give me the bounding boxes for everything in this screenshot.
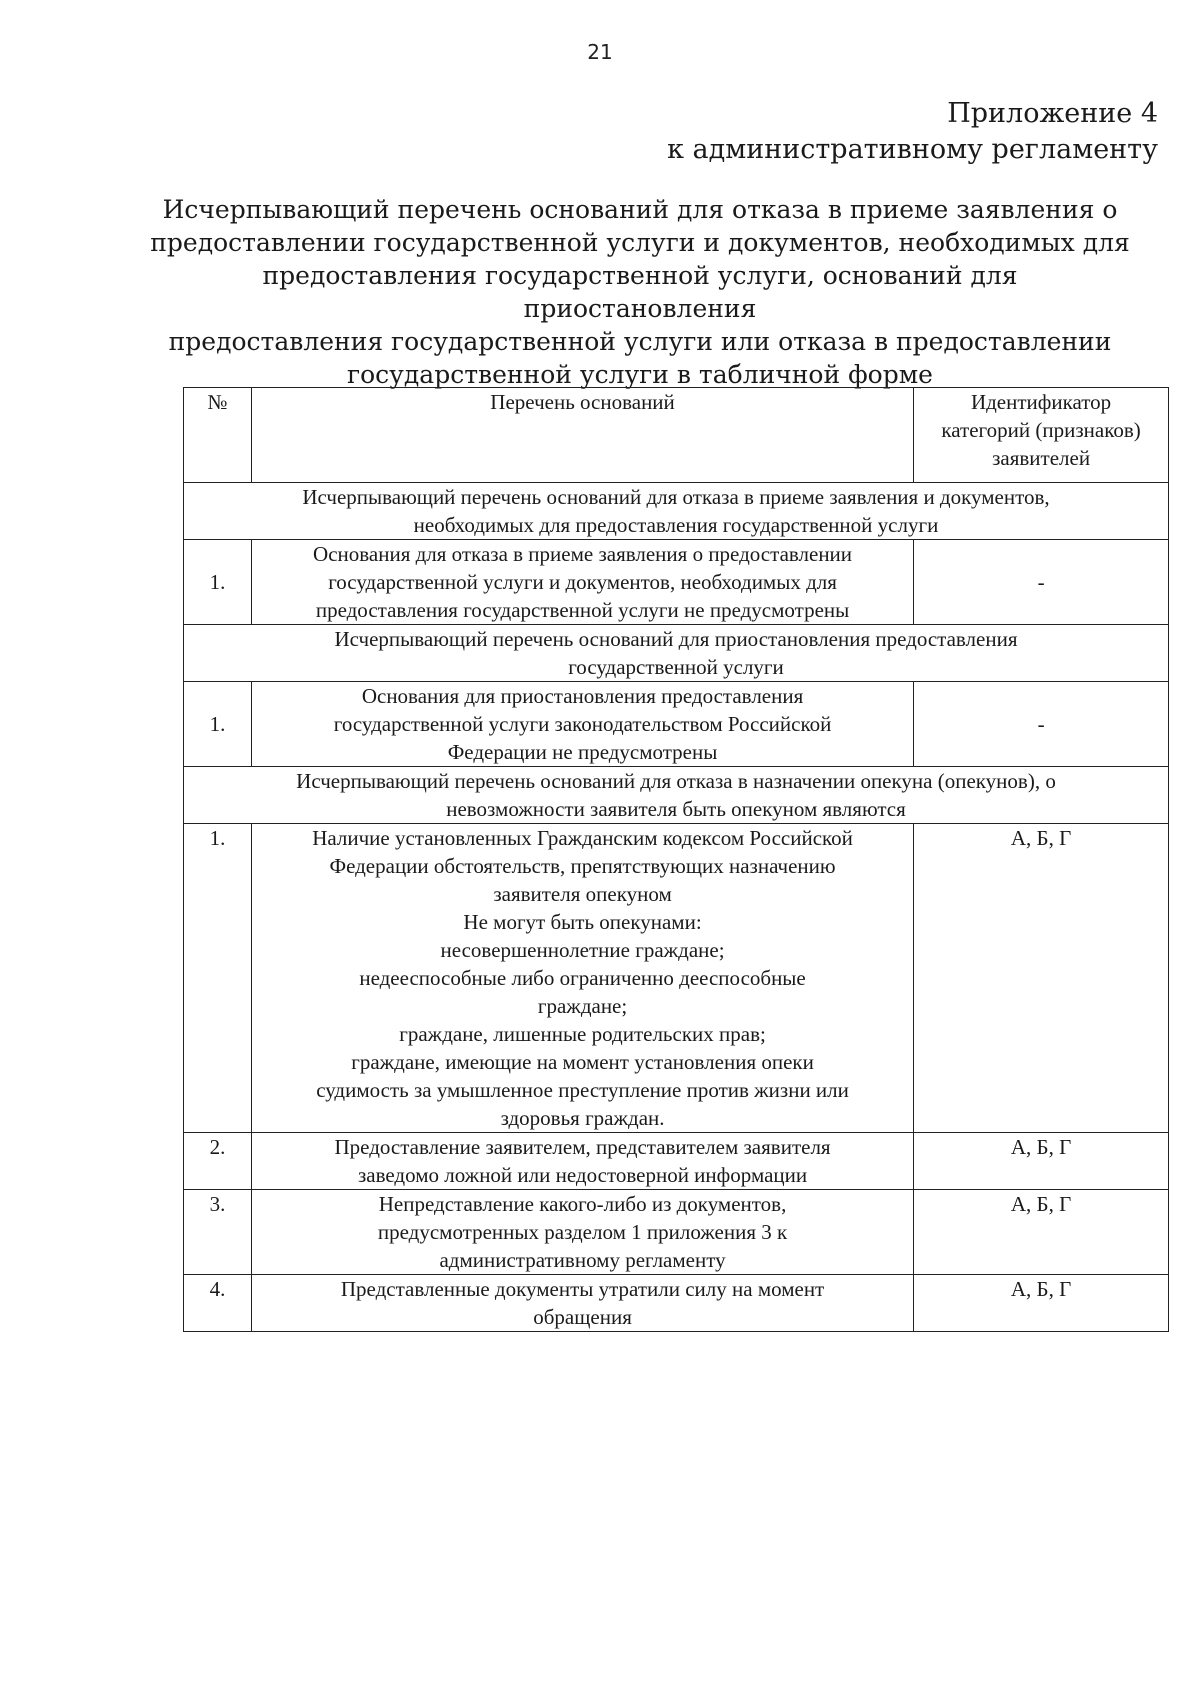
table-row <box>184 540 1169 625</box>
row-identifier: А, Б, Г <box>914 1275 1169 1332</box>
row-text <box>251 824 913 1133</box>
row-text-line: заявителя опекуном <box>493 882 672 906</box>
row-num: 1. <box>184 682 252 767</box>
row-text-line: недееспособные либо ограниченно дееспособные <box>359 966 806 990</box>
row-text-line: граждане, имеющие на момент установления опеки <box>351 1050 814 1074</box>
grounds-table <box>183 387 1169 1332</box>
row-text-line: Наличие установленных Гражданским кодексом Российской <box>312 826 853 850</box>
row-text-line: граждане, лишенные родительских прав; <box>399 1022 766 1046</box>
row-text <box>251 682 913 767</box>
row-text-line: Не могут быть опекунами: <box>463 910 702 934</box>
section-title-row <box>184 483 1169 540</box>
row-num: 2. <box>184 1133 252 1190</box>
row-text-line: судимость за умышленное преступление против жизни или <box>316 1078 849 1102</box>
section-title <box>184 483 1169 540</box>
title-line: Исчерпывающий перечень оснований для отказа в приеме заявления о <box>162 195 1118 224</box>
header-identifier-line: категорий (признаков) <box>941 418 1141 442</box>
row-text <box>251 1190 913 1275</box>
row-text-line: государственной услуги законодательством Российской <box>333 712 832 736</box>
row-identifier: - <box>914 682 1169 767</box>
page-number: 21 <box>587 40 613 64</box>
section-title-line: невозможности заявителя быть опекуном являются <box>446 797 906 821</box>
row-text-line: Непредставление какого-либо из документов, <box>378 1192 787 1216</box>
row-num: 1. <box>184 540 252 625</box>
row-identifier: А, Б, Г <box>914 1190 1169 1275</box>
table-row <box>184 1275 1169 1332</box>
section-title-line: Исчерпывающий перечень оснований для приостановления предоставления <box>334 627 1018 651</box>
row-text-line: Основания для отказа в приеме заявления о предоставлении <box>313 542 853 566</box>
row-text-line: Основания для приостановления предоставления <box>361 684 804 708</box>
row-text-line: обращения <box>533 1305 632 1329</box>
row-text-line: Федерации обстоятельств, препятствующих назначению <box>329 854 836 878</box>
table-row <box>184 1133 1169 1190</box>
title-line: предоставления государственной услуги, оснований для приостановления <box>262 261 1018 323</box>
section-title-row <box>184 625 1169 682</box>
document-title <box>150 193 1130 391</box>
appendix-label <box>667 96 1158 168</box>
row-text <box>251 1133 913 1190</box>
section-title-row <box>184 767 1169 824</box>
table-row <box>184 824 1169 1133</box>
section-title-line: необходимых для предоставления государственной услуги <box>413 513 939 537</box>
row-num: 1. <box>184 824 252 1133</box>
row-text-line: несовершеннолетние граждане; <box>440 938 725 962</box>
appendix-line-2: к административному регламенту <box>667 134 1158 165</box>
row-text-line: предусмотренных разделом 1 приложения 3 к <box>377 1220 788 1244</box>
appendix-line-1: Приложение 4 <box>947 98 1158 129</box>
row-identifier: А, Б, Г <box>914 1133 1169 1190</box>
section-title-line: Исчерпывающий перечень оснований для отказа в назначении опекуна (опекунов), о <box>296 769 1056 793</box>
row-identifier: - <box>914 540 1169 625</box>
row-text-line: государственной услуги и документов, необходимых для <box>328 570 837 594</box>
row-num: 4. <box>184 1275 252 1332</box>
row-text-line: Предоставление заявителем, представителем заявителя <box>334 1135 831 1159</box>
header-identifier <box>914 388 1169 483</box>
section-title-line: Исчерпывающий перечень оснований для отказа в приеме заявления и документов, <box>302 485 1050 509</box>
row-text-line: административному регламенту <box>439 1248 726 1272</box>
row-num: 3. <box>184 1190 252 1275</box>
row-text-line: здоровья граждан. <box>500 1106 665 1130</box>
row-text-line: граждане; <box>537 994 628 1018</box>
title-line: предоставлении государственной услуги и документов, необходимых для <box>150 228 1130 257</box>
row-identifier: А, Б, Г <box>914 824 1169 1133</box>
section-title <box>184 625 1169 682</box>
header-identifier-line: Идентификатор <box>970 390 1112 414</box>
section-title-line: государственной услуги <box>568 655 784 679</box>
row-text-line: Федерации не предусмотрены <box>447 740 718 764</box>
table-header-row <box>184 388 1169 483</box>
section-title <box>184 767 1169 824</box>
row-text-line: предоставления государственной услуги не предусмотрены <box>315 598 850 622</box>
row-text-line: Представленные документы утратили силу на момент <box>340 1277 825 1301</box>
header-num: № <box>184 388 252 483</box>
table-row <box>184 1190 1169 1275</box>
header-grounds: Перечень оснований <box>251 388 913 483</box>
row-text <box>251 1275 913 1332</box>
header-identifier-line: заявителей <box>992 446 1091 470</box>
title-line: предоставления государственной услуги или отказа в предоставлении <box>168 327 1112 356</box>
row-text-line: заведомо ложной или недостоверной информации <box>357 1163 808 1187</box>
title-line: государственной услуги в табличной форме <box>347 360 933 389</box>
table-row <box>184 682 1169 767</box>
row-text <box>251 540 913 625</box>
